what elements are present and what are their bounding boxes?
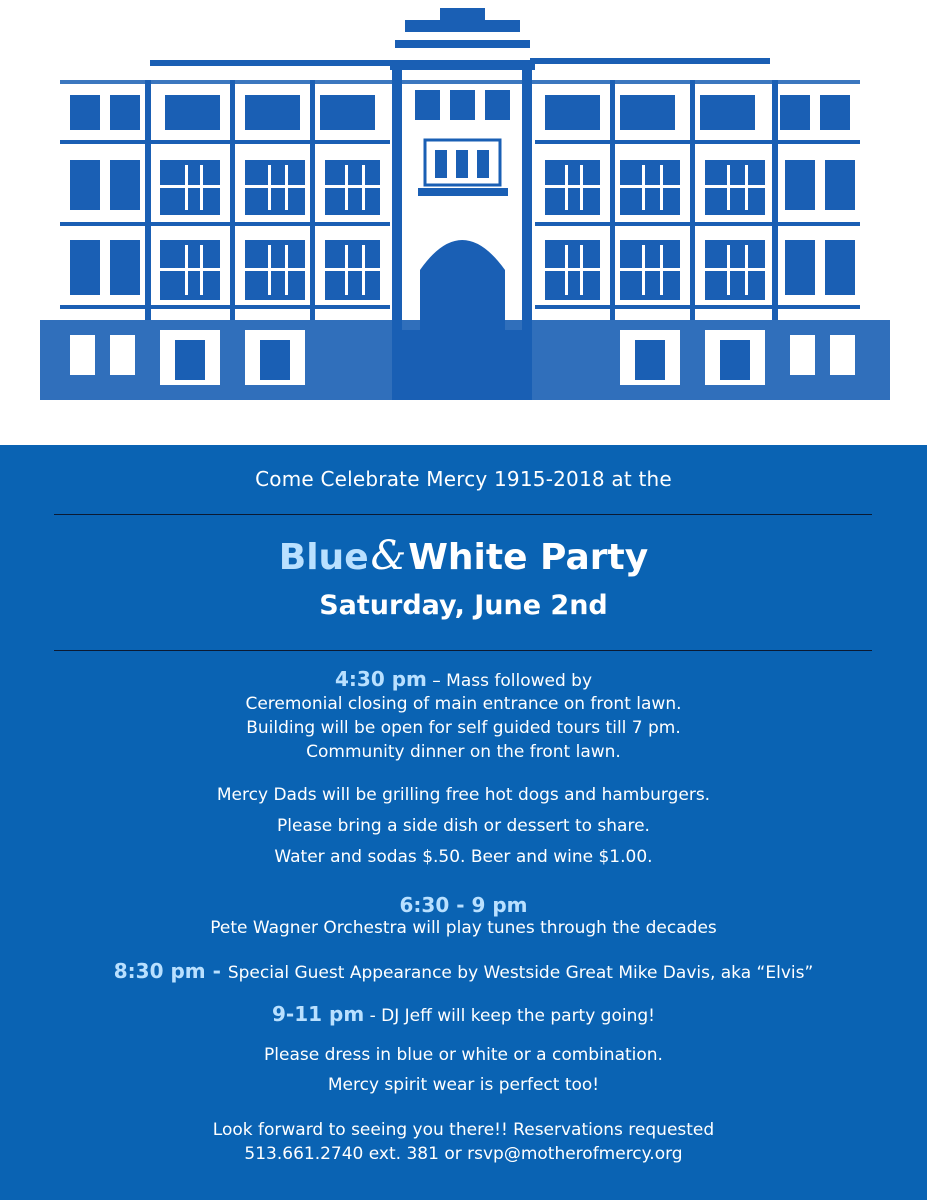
spirit-wear-text: Mercy spirit wear is perfect too! [327,1075,600,1095]
side-dish-text: Please bring a side dish or dessert to share. [277,816,650,836]
time-430: 4:30 pm [334,667,427,691]
grilling-text: Mercy Dads will be grilling free hot dogs and hamburgers. [216,785,711,805]
drinks-text: Water and sodas $.50. Beer and wine $1.00. [274,847,653,867]
tours-text: Building will be open for self guided tours till 7 pm. [246,718,681,738]
ceremonial-text: Ceremonial closing of main entrance on front lawn. [245,694,682,714]
school-building-icon [0,0,927,445]
contact-text: 513.661.2740 ext. 381 or rsvp@motherofmercy.org [244,1144,683,1164]
divider-bottom [54,650,872,651]
time-911: 9-11 pm [272,1002,365,1026]
closing-text: Look forward to seeing you there!! Reservations requested [212,1120,715,1140]
party-title [0,533,927,579]
ampersand-glyph: & [370,533,407,579]
schedule-item-elvis [0,959,927,983]
schedule-item-orchestra [0,893,927,917]
time-630: 6:30 - 9 pm [399,893,528,917]
mass-text: – Mass followed by [426,671,593,691]
title-white-party: White Party [408,537,649,578]
schedule-item-dj [0,1002,927,1026]
time-830: 8:30 pm - [113,959,228,983]
event-panel [0,445,927,1200]
elvis-text: Special Guest Appearance by Westside Great Mike Davis, aka “Elvis” [227,963,814,983]
orchestra-text: Pete Wagner Orchestra will play tunes through the decades [210,918,717,938]
divider-top [54,514,872,515]
intro-text: Come Celebrate Mercy 1915-2018 at the [255,467,672,491]
building-drawing [0,0,927,445]
title-blue: Blue [278,537,369,578]
dinner-text: Community dinner on the front lawn. [306,742,621,762]
schedule-item-mass [0,667,927,691]
dress-text: Please dress in blue or white or a combination. [264,1045,663,1065]
party-date: Saturday, June 2nd [319,590,608,621]
dj-text: - DJ Jeff will keep the party going! [364,1006,655,1026]
